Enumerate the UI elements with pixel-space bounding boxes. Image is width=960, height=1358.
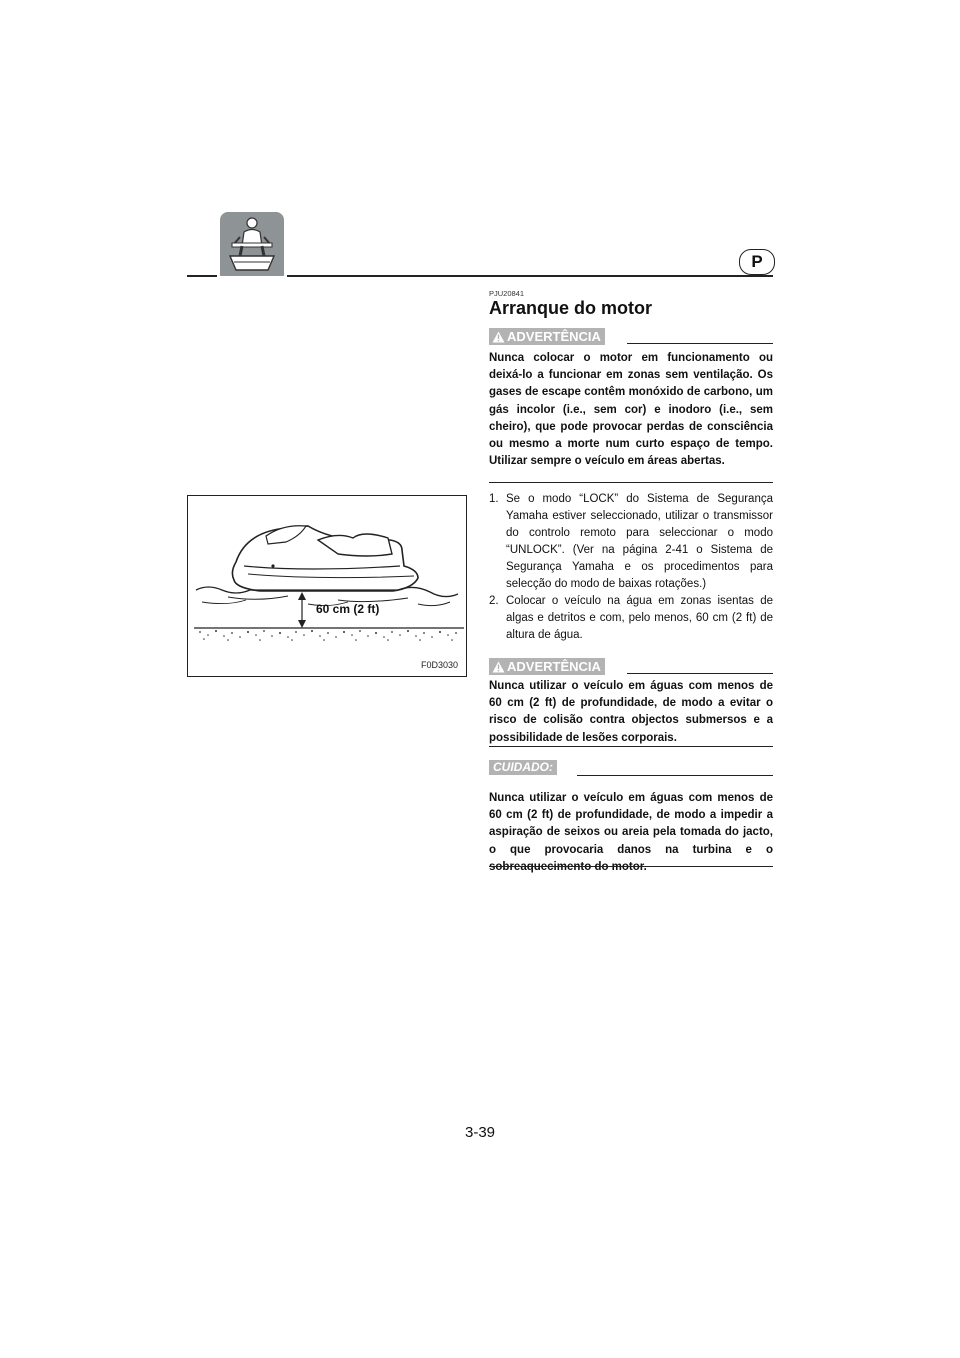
warning-rule [627,343,773,344]
caution-end-rule [489,866,773,867]
caution-rule [577,775,773,776]
warning-label: ADVERTÊNCIA [489,328,605,345]
warning-text: Nunca colocar o motor em funcionamento ou deixá-lo a funcionar em zonas sem ventilação. Os gases de escape contêm monóxido de carbono, um gás incolor (i.e., sem cor) e inodoro (i.e., sem cheiro), que pode provocar perdas de consciência ou mesmo a morte num curto espaço de tempo. Utilizar sempre o veículo em áreas abertas. [489,352,773,468]
warning-text: Nunca utilizar o veículo em águas com menos de 60 cm (2 ft) de profundidade, de modo a evitar o risco de colisão contra objectos submersos e a possibilidade de lesões corporais. [489,680,773,744]
warning-end-rule [489,482,773,483]
warning-triangle-icon [492,331,505,343]
caution-header [489,760,773,780]
header-rule-left [187,275,217,277]
caution-text: Nunca utilizar o veículo em águas com menos de 60 cm (2 ft) de profundidade, de modo a impedir a aspiração de seixos ou areia pela tomada do jacto, o que provocaria danos na turbina e o [489,792,773,856]
caution-label: CUIDADO: [489,760,557,775]
warning-triangle-icon [492,661,505,673]
reference-code: PJU20841 [489,289,525,298]
watercraft-illustration [188,496,468,678]
procedure-steps [489,491,773,644]
watercraft-depth-figure [187,495,467,677]
watercraft-rider-icon [220,212,284,276]
warning-rule [627,673,773,674]
depth-label: 60 cm (2 ft) [316,602,380,616]
warning-end-rule [489,746,773,747]
figure-code: F0D3030 [420,660,458,670]
warning-header [489,658,773,678]
warning-header [489,328,773,348]
list-item: 1. Se o modo “LOCK” do Sistema de Segurança Yamaha estiver seleccionado, utilizar o transmissor do controlo remoto para seleccionar o modo “UNLOCK”. (Ver na página 2-41 o Sistema de Segurança Yamaha e os procedimentos para selecção do modo de baixas rotações.) [489,493,773,590]
list-item: 2. Colocar o veículo na água em zonas isentas de algas e detritos e com, pelo menos, 60 cm (2 ft) de altura de água. [489,595,773,641]
section-title: Arranque do motor [489,298,653,318]
page-number: 3-39 [464,1124,496,1141]
language-badge: P [739,249,775,275]
warning-label: ADVERTÊNCIA [489,658,605,675]
header-rule-right [287,275,773,277]
